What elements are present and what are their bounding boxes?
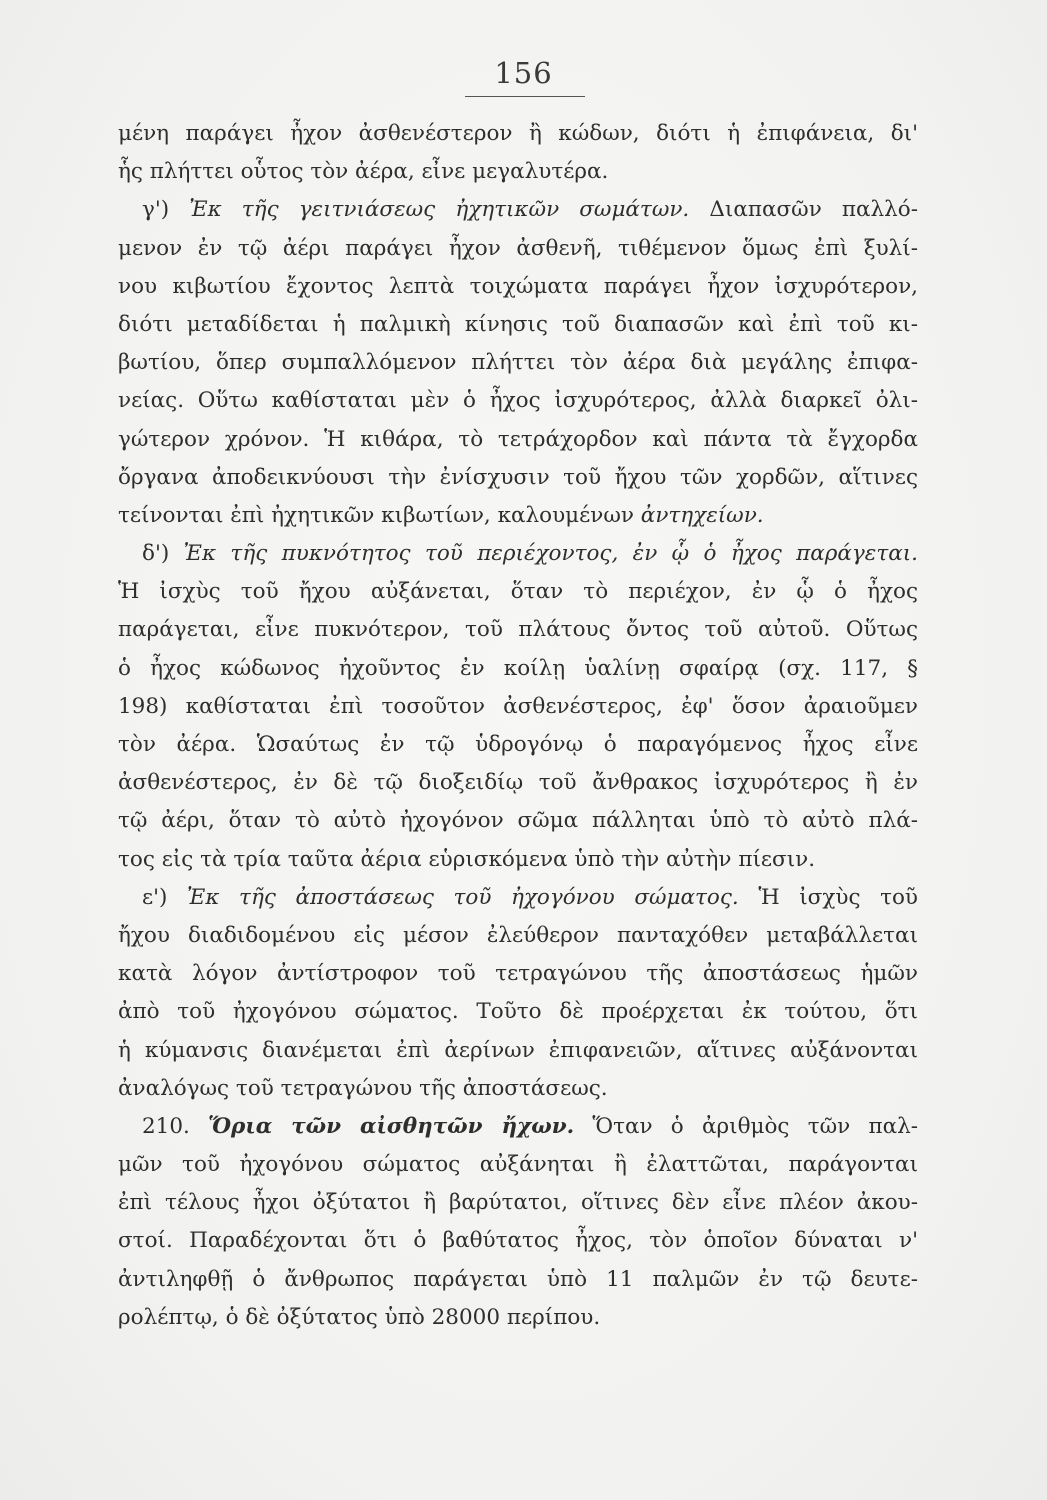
text-line: τείνονται ἐπὶ ἠχητικῶν κιβωτίων, καλουμένων ἀντηχείων.	[118, 502, 764, 528]
text-line: ἧς πλήττει οὗτος τὸν ἀέρα, εἶνε μεγαλυτέρα.	[118, 159, 609, 185]
text-line: ὁ ἦχος κώδωνος ἠχοῦντος ἐν κοίλῃ ὑαλίνῃ σφαίρᾳ (σχ. 117, §	[118, 655, 918, 681]
text-line: διότι μεταδίδεται ἡ παλμικὴ κίνησις τοῦ διαπασῶν καὶ ἐπὶ τοῦ κι-	[118, 311, 918, 337]
text-line: ὄργανα ἀποδεικνύουσι τὴν ἐνίσχυσιν τοῦ ἤχου τῶν χορδῶν, αἵτινες	[118, 464, 918, 490]
text-line: τῷ ἀέρι, ὅταν τὸ αὐτὸ ἠχογόνον σῶμα πάλληται ὑπὸ τὸ αὐτὸ πλά-	[118, 808, 918, 834]
text-line: ἤχου διαδιδομένου εἰς μέσον ἐλεύθερον πανταχόθεν μεταβάλλεται	[118, 922, 918, 948]
text-line: Ἡ ἰσχὺς τοῦ ἤχου αὐξάνεται, ὅταν τὸ περιέχον, ἐν ᾧ ὁ ἦχος	[118, 579, 918, 605]
text-line: ἐπὶ τέλους ἦχοι ὀξύτατοι ἢ βαρύτατοι, οἵτινες δὲν εἶνε πλέον ἀκου-	[118, 1190, 918, 1216]
text-line: παράγεται, εἶνε πυκνότερον, τοῦ πλάτους ὄντος τοῦ αὐτοῦ. Οὕτως	[118, 617, 918, 643]
text-line: στοί. Παραδέχονται ὅτι ὁ βαθύτατος ἦχος, τὸν ὁποῖον δύναται ν'	[118, 1228, 918, 1254]
text-line: μῶν τοῦ ἠχογόνου σώματος αὐξάνηται ἢ ἐλαττῶται, παράγονται	[118, 1152, 918, 1178]
section-210-heading-line: 210. Ὅρια τῶν αἰσθητῶν ἤχων. Ὅταν ὁ ἀριθμὸς τῶν παλ-	[142, 1113, 918, 1139]
section-epsilon-heading-line: ε') Ἐκ τῆς ἀποστάσεως τοῦ ἠχογόνου σώματος. Ἡ ἰσχὺς τοῦ	[142, 884, 918, 910]
text-line: ρολέπτῳ, ὁ δὲ ὀξύτατος ὑπὸ 28000 περίπου.	[118, 1304, 601, 1330]
text-line: ἡ κύμανσις διανέμεται ἐπὶ ἀερίνων ἐπιφανειῶν, αἵτινες αὐξάνονται	[118, 1037, 918, 1063]
section-delta-heading-line: δ') Ἐκ τῆς πυκνότητος τοῦ περιέχοντος, ἐν ᾧ ὁ ἦχος παράγεται.	[142, 541, 918, 567]
page-number-rule	[465, 96, 585, 97]
text-line: τὸν ἀέρα. Ὡσαύτως ἐν τῷ ὑδρογόνῳ ὁ παραγόμενος ἦχος εἶνε	[118, 732, 918, 757]
text-line: τος εἰς τὰ τρία ταῦτα ἀέρια εὑρισκόμενα ὑπὸ τὴν αὐτὴν πίεσιν.	[118, 846, 816, 872]
body-text	[118, 115, 918, 1337]
text-line: νου κιβωτίου ἔχοντος λεπτὰ τοιχώματα παράγει ἦχον ἰσχυρότερον,	[118, 273, 918, 299]
text-line: ἀσθενέστερος, ἐν δὲ τῷ διοξειδίῳ τοῦ ἄνθρακος ἰσχυρότερος ἢ ἐν	[118, 770, 918, 796]
text-line: μένη παράγει ἦχον ἀσθενέστερον ἢ κώδων, διότι ἡ ἐπιφάνεια, δι'	[118, 121, 918, 146]
text-line: μενον ἐν τῷ ἀέρι παράγει ἦχον ἀσθενῆ, τιθέμενον ὅμως ἐπὶ ξυλί-	[118, 235, 918, 261]
text-line: ἀναλόγως τοῦ τετραγώνου τῆς ἀποστάσεως.	[118, 1075, 608, 1101]
text-line: 198) καθίσταται ἐπὶ τοσοῦτον ἀσθενέστερος, ἐφ' ὅσον ἀραιοῦμεν	[118, 693, 918, 719]
text-line: γώτερον χρόνον. Ἡ κιθάρα, τὸ τετράχορδον καὶ πάντα τὰ ἔγχορδα	[118, 426, 918, 452]
text-line: βωτίου, ὅπερ συμπαλλόμενον πλήττει τὸν ἀέρα διὰ μεγάλης ἐπιφα-	[118, 350, 918, 376]
text-line: ἀντιληφθῇ ὁ ἄνθρωπος παράγεται ὑπὸ 11 παλμῶν ἐν τῷ δευτε-	[118, 1266, 918, 1292]
section-gamma-heading-line: γ') Ἐκ τῆς γειτνιάσεως ἠχητικῶν σωμάτων. Διαπασῶν παλλό-	[142, 197, 918, 223]
text-line: κατὰ λόγον ἀντίστροφον τοῦ τετραγώνου τῆς ἀποστάσεως ἡμῶν	[118, 961, 918, 987]
text-line: ἀπὸ τοῦ ἠχογόνου σώματος. Τοῦτο δὲ προέρχεται ἐκ τούτου, ὅτι	[118, 999, 918, 1025]
text-line: νείας. Οὕτω καθίσταται μὲν ὁ ἦχος ἰσχυρότερος, ἀλλὰ διαρκεῖ ὀλι-	[118, 388, 918, 414]
page-number: 156	[494, 56, 553, 90]
